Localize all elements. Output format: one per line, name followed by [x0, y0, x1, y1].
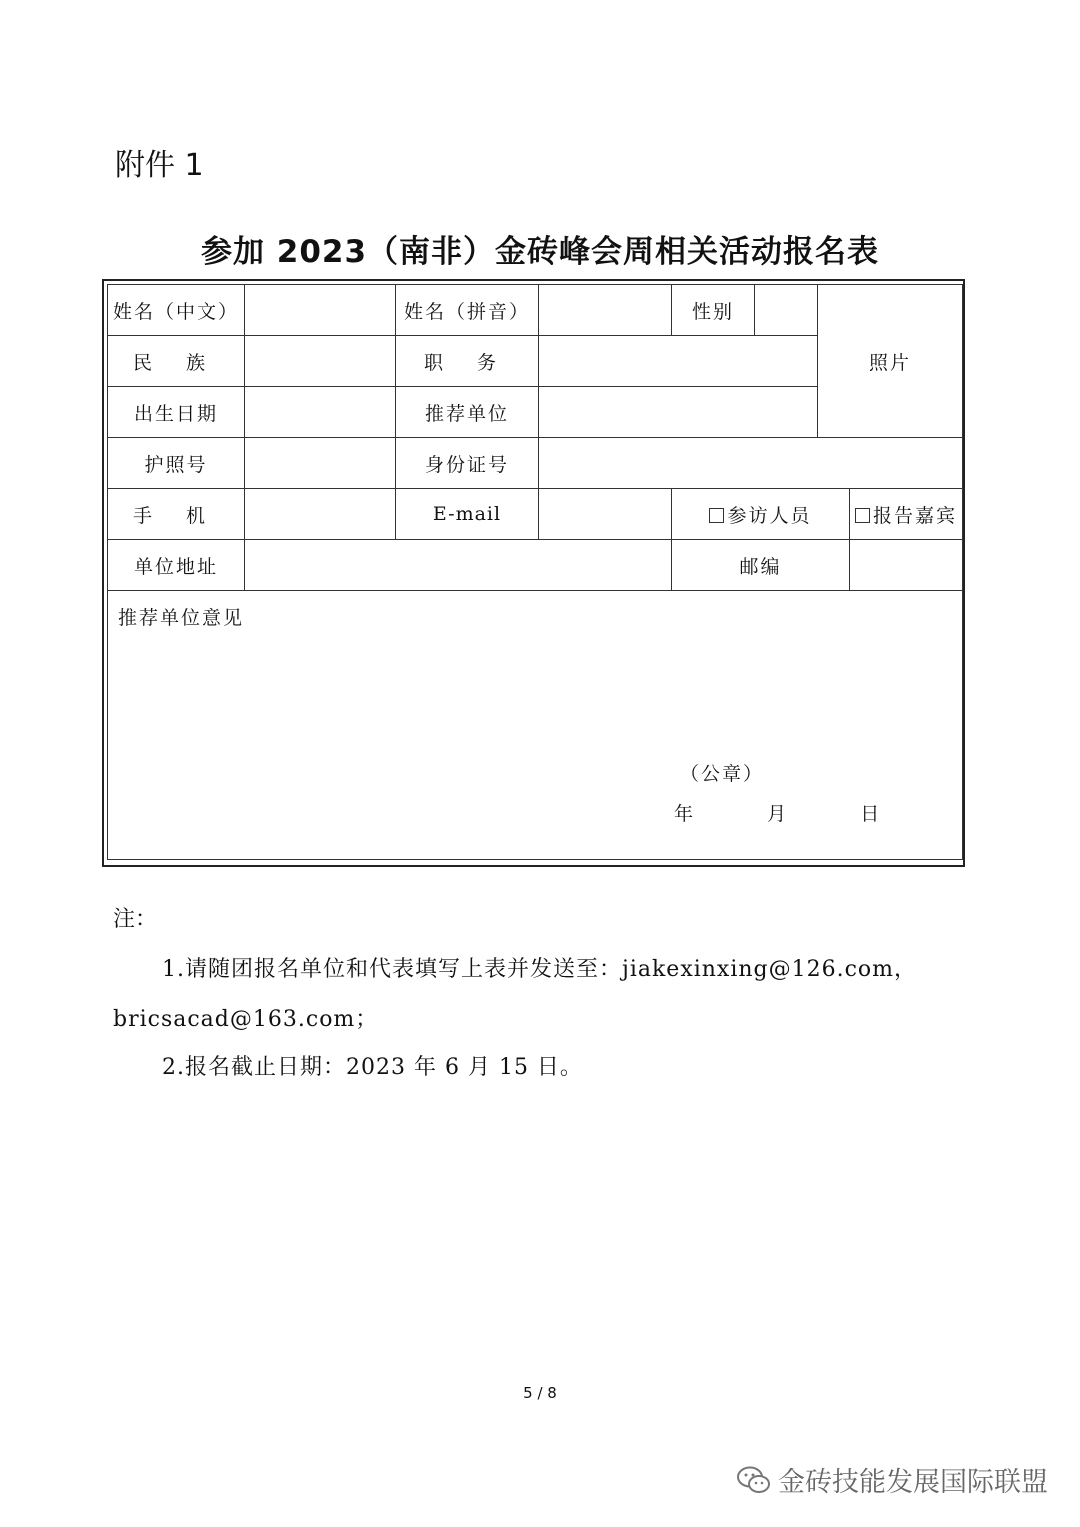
gender-field[interactable] [755, 285, 818, 336]
speaker-checkbox[interactable] [855, 508, 870, 523]
name-cn-field[interactable] [245, 285, 396, 336]
signing-date [674, 799, 881, 826]
phone-label: 手 机 [108, 489, 245, 540]
day-label: 日 [860, 803, 882, 825]
address-label: 单位地址 [108, 540, 245, 591]
recommending-unit-label: 推荐单位 [396, 387, 539, 438]
watermark-text: 金砖技能发展国际联盟 [778, 1467, 1048, 1498]
address-field[interactable] [245, 540, 672, 591]
gender-label: 性别 [672, 285, 755, 336]
visitor-label: 参访人员 [727, 504, 812, 527]
page-number: 5 / 8 [523, 1384, 557, 1402]
name-pinyin-field[interactable] [539, 285, 672, 336]
year-label: 年 [674, 803, 696, 825]
passport-field[interactable] [245, 438, 396, 489]
email-field[interactable] [539, 489, 672, 540]
form-title: 参加 2023（南非）金砖峰会周相关活动报名表 [200, 234, 880, 270]
note-item-1: 1.请随团报名单位和代表填写上表并发送至：jiakexinxing@126.com， [162, 957, 918, 982]
ethnicity-label: 民 族 [108, 336, 245, 387]
official-seal-label: （公章） [680, 763, 765, 785]
position-label: 职 务 [396, 336, 539, 387]
name-cn-label: 姓名（中文） [108, 285, 245, 336]
visitor-checkbox[interactable] [709, 508, 724, 523]
registration-table [107, 284, 963, 860]
position-field[interactable] [539, 336, 818, 387]
id-number-label: 身份证号 [396, 438, 539, 489]
birth-date-field[interactable] [245, 387, 396, 438]
speaker-option[interactable] [850, 489, 963, 540]
photo-cell[interactable]: 照片 [818, 285, 963, 438]
note-item-2: 2.报名截止日期：2023 年 6 月 15 日。 [162, 1055, 583, 1080]
opinion-cell[interactable] [108, 591, 963, 860]
name-pinyin-label: 姓名（拼音） [396, 285, 539, 336]
passport-label: 护照号 [108, 438, 245, 489]
month-label: 月 [767, 803, 789, 825]
wechat-icon [736, 1465, 772, 1495]
phone-field[interactable] [245, 489, 396, 540]
visitor-option[interactable] [672, 489, 850, 540]
notes-label: 注： [113, 907, 158, 932]
email-label: E-mail [396, 489, 539, 540]
ethnicity-field[interactable] [245, 336, 396, 387]
speaker-label: 报告嘉宾 [873, 504, 958, 527]
watermark [736, 1460, 1048, 1499]
birth-date-label: 出生日期 [108, 387, 245, 438]
postcode-label: 邮编 [672, 540, 850, 591]
id-number-field[interactable] [539, 438, 963, 489]
recommending-unit-field[interactable] [539, 387, 818, 438]
postcode-field[interactable] [850, 540, 963, 591]
attachment-label: 附件 1 [115, 148, 204, 183]
opinion-label: 推荐单位意见 [118, 607, 245, 629]
registration-form [102, 279, 965, 867]
note-item-1-continued: bricsacad@163.com； [113, 1007, 379, 1032]
